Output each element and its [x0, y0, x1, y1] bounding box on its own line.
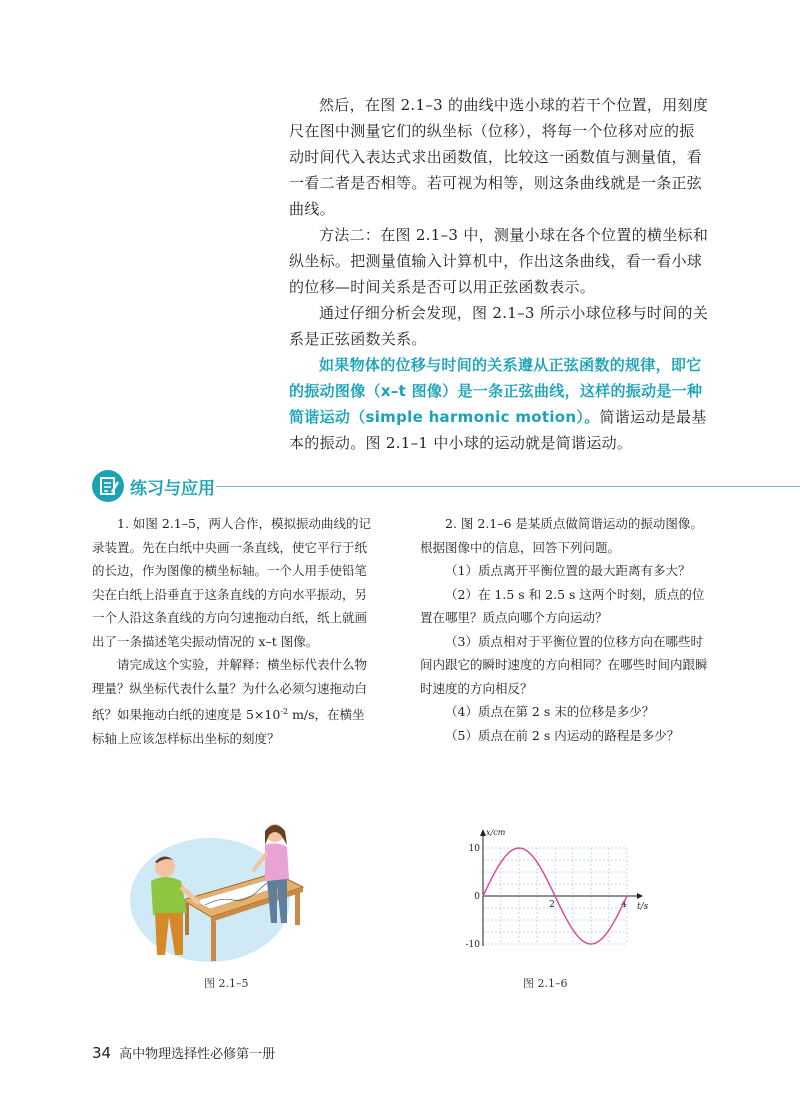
- y-tick-label: 10: [468, 844, 480, 854]
- paragraph-4: [289, 352, 709, 456]
- figure-2-1-6-chart: [455, 826, 655, 956]
- page-number: 34: [92, 1044, 112, 1062]
- subquestion-1: （1）质点离开平衡位置的最大距离有多大？: [445, 563, 691, 578]
- subquestion-2: （2）在 1.5 s 和 2.5 s 这两个时刻，质点的位置在哪里？质点向哪个方向运动？: [420, 586, 705, 625]
- question-2: 2. 图 2.1–6 是某质点做简谐运动的振动图像。根据图像中的信息，回答下列问题。: [420, 516, 703, 555]
- page-footer: [92, 1043, 275, 1062]
- figure-2-1-5-illustration: [125, 805, 325, 965]
- section-header: [92, 470, 792, 504]
- section-title: 练习与应用: [130, 479, 215, 499]
- subquestion-4: （4）质点在第 2 s 末的位移是多少？: [445, 704, 655, 719]
- paragraph-2: 方法二：在图 2.1–3 中，测量小球在各个位置的横坐标和纵坐标。把测量值输入计算机中，作出这条曲线，看一看小球的位移—时间关系是否可以用正弦函数表示。: [289, 226, 709, 296]
- paragraph-4-rest: 简谐运动是最基本的振动。图 2.1–1 中小球的运动就是简谐运动。: [289, 408, 707, 452]
- table-leg: [211, 921, 216, 961]
- subquestion-3: （3）质点相对于平衡位置的位移方向在哪些时间内跟它的瞬时速度的方向相同？在哪些时间内跟瞬时速度的方向相反？: [420, 633, 708, 696]
- figure-caption-2-1-6: 图 2.1–6: [523, 977, 568, 990]
- question-1-tasks-text-end: m/s，在横坐标轴上应该怎样标出坐标的刻度？: [92, 707, 365, 746]
- x-axis-label: t/s: [637, 902, 649, 912]
- section-divider: [216, 486, 800, 487]
- exercise-icon: [92, 470, 124, 502]
- question-1: 1. 如图 2.1–5，两人合作，模拟振动曲线的记录装置。先在白纸中央画一条直线，使它平行于纸的长边，作为图像的横坐标轴。一个人用手使铅笔尖在白纸上沿垂直于这条直线的方向水平振动，另一个人沿这条直线的方向匀速拖动白纸，纸上就画出了一条描述笔尖振动情况的 x–t 图像。: [92, 516, 371, 649]
- y-tick-label: 0: [474, 892, 480, 902]
- book-title: 高中物理选择性必修第一册: [119, 1047, 276, 1062]
- paragraph-3: 通过仔细分析会发现，图 2.1–3 所示小球位移与时间的关系是正弦函数关系。: [289, 304, 709, 348]
- person-right-body: [265, 843, 289, 881]
- question-1-tasks-text: 请完成这个实验，并解释：横坐标代表什么物理量？纵坐标代表什么量？为什么必须匀速拖动白纸？如果拖动白纸的速度是 5×10: [92, 657, 368, 723]
- y-tick-label: -10: [465, 940, 480, 950]
- x-axis-arrow: [637, 893, 643, 899]
- exercise-1: [92, 512, 377, 750]
- figure-caption-2-1-5: 图 2.1–5: [204, 977, 249, 990]
- table-leg: [295, 891, 300, 925]
- x-tick-label: 4: [621, 900, 627, 910]
- definition-highlight: 如果物体的位移与时间的关系遵从正弦函数的规律，即它的振动图像（x–t 图像）是一条正弦曲线，这样的振动是一种简谐运动（simple harmonic motion）。: [289, 356, 703, 426]
- paragraph-1: 然后，在图 2.1–3 的曲线中选小球的若干个位置，用刻度尺在图中测量它们的纵坐标（位移），将每一个位移对应的振动时间代入表达式求出函数值，比较这一函数值与测量值，看一看二者是否相等。若可视为相等，则这条曲线就是一条正弦曲线。: [289, 96, 709, 218]
- exercise-2: [420, 512, 710, 747]
- question-1-tasks: [92, 653, 377, 750]
- subquestion-5: （5）质点在前 2 s 内运动的路程是多少？: [445, 727, 680, 743]
- x-tick-label: 2: [549, 900, 555, 910]
- y-axis-label: x/cm: [486, 828, 506, 837]
- main-text: [289, 92, 709, 456]
- exponent: -2: [280, 707, 289, 716]
